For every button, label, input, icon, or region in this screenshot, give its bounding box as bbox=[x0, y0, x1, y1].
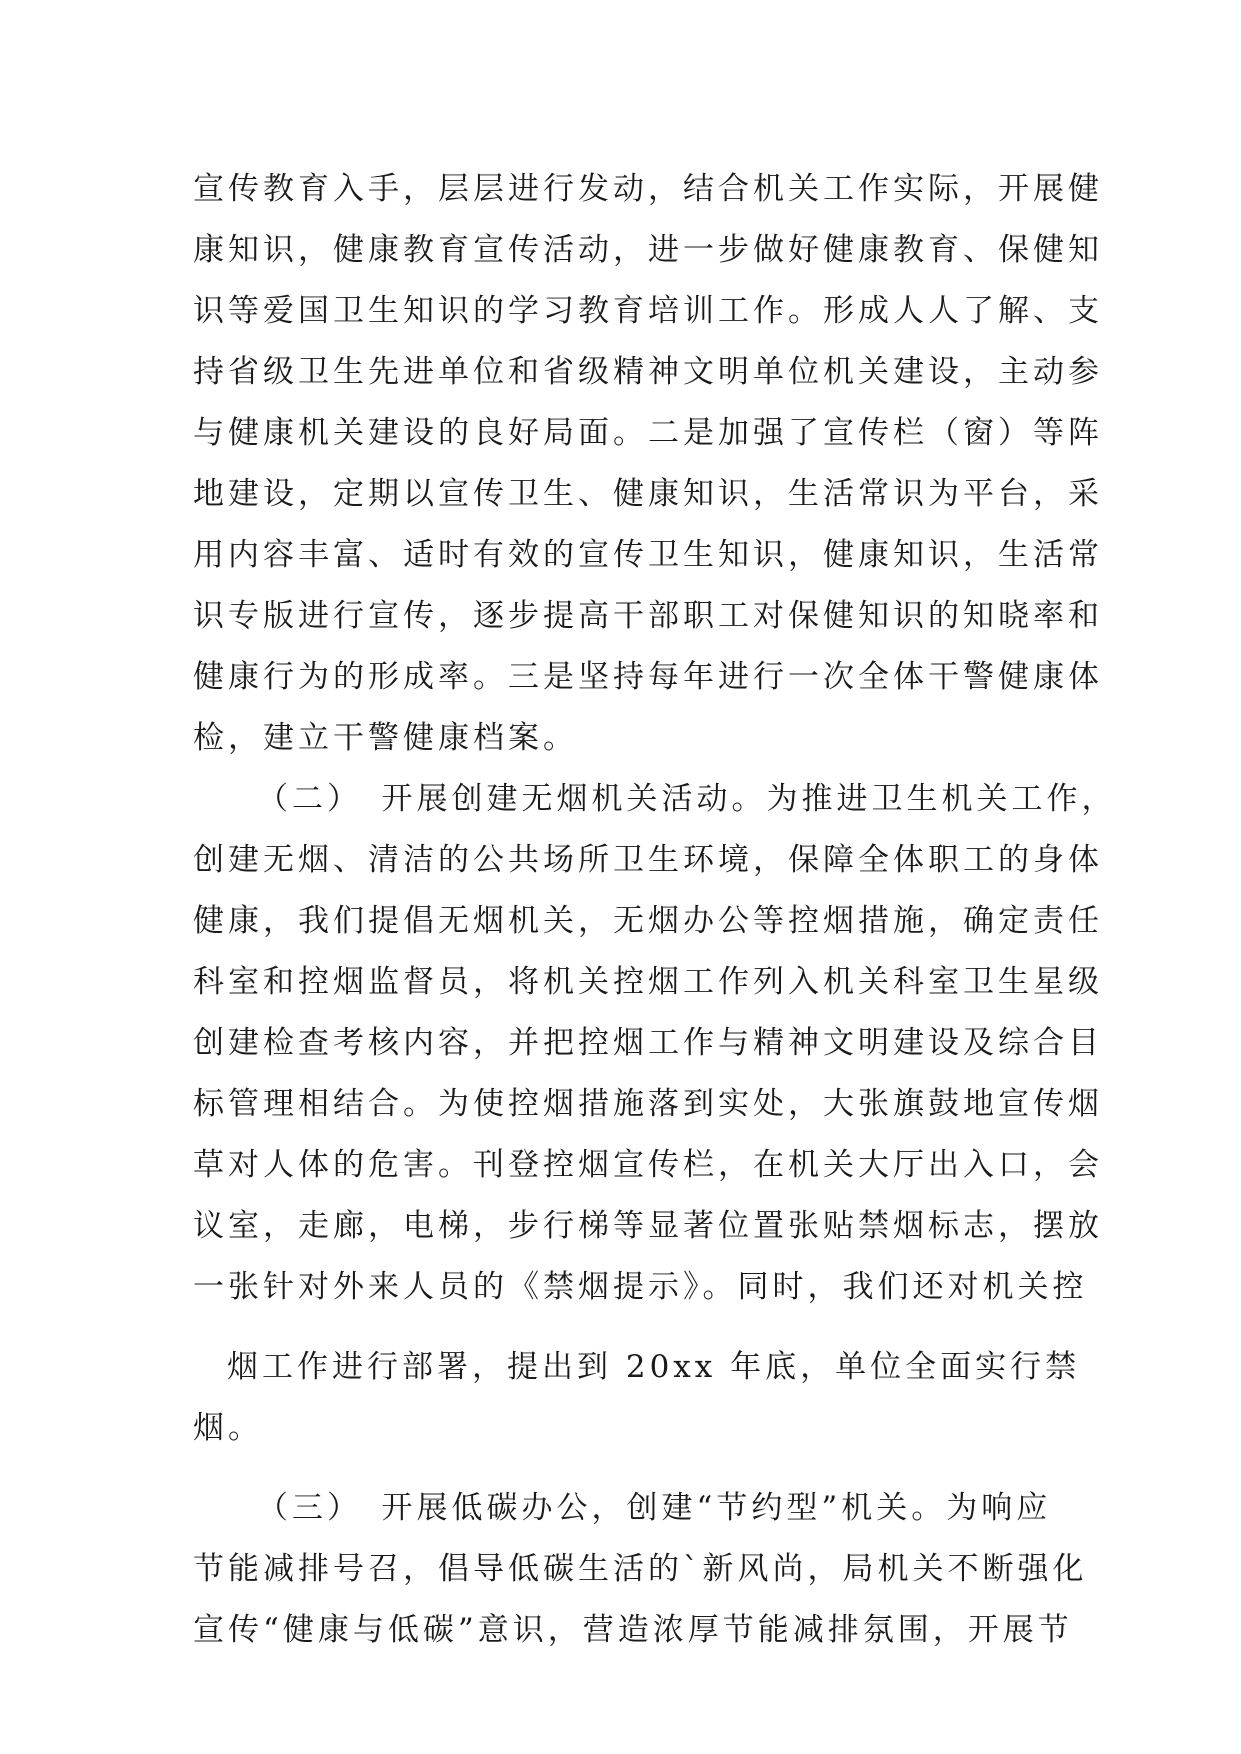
text-line: 议室，走廊，电梯，步行梯等显著位置张贴禁烟标志，摆放 bbox=[193, 1208, 1103, 1244]
text-line: 宣传教育入手，层层进行发动，结合机关工作实际，开展健 bbox=[193, 171, 1103, 207]
text-line: 健康，我们提倡无烟机关，无烟办公等控烟措施，确定责任 bbox=[193, 903, 1103, 939]
body-text bbox=[193, 159, 1117, 1661]
text-line: 持省级卫生先进单位和省级精神文明单位机关建设，主动参 bbox=[193, 354, 1103, 390]
text-line: 地建设，定期以宣传卫生、健康知识，生活常识为平台，采 bbox=[193, 476, 1103, 512]
text-line: 识专版进行宣传，逐步提高干部职工对保健知识的知晓率和 bbox=[193, 598, 1103, 634]
text-line: 宣传“健康与低碳”意识，营造浓厚节能减排氛围，开展节 bbox=[193, 1612, 1073, 1648]
section-heading-2: （二） 开展创建无烟机关活动。为推进卫生机关工作， bbox=[257, 781, 1117, 817]
text-line: 草对人体的危害。刊登控烟宣传栏，在机关大厅出入口，会 bbox=[193, 1147, 1103, 1183]
text-line: 与健康机关建设的良好局面。二是加强了宣传栏（窗）等阵 bbox=[193, 415, 1103, 451]
text-line: 健康行为的形成率。三是坚持每年进行一次全体干警健康体 bbox=[193, 659, 1103, 695]
text-line: 一张针对外来人员的《禁烟提示》。同时，我们还对机关控 bbox=[193, 1269, 1088, 1305]
text-line: 烟。 bbox=[193, 1410, 263, 1446]
text-line: 康知识，健康教育宣传活动，进一步做好健康教育、保健知 bbox=[193, 232, 1103, 268]
text-line: 标管理相结合。为使控烟措施落到实处，大张旗鼓地宣传烟 bbox=[193, 1086, 1103, 1122]
text-line: 检，建立干警健康档案。 bbox=[193, 720, 578, 756]
section-heading-3: （三） 开展低碳办公，创建“节约型”机关。为响应 bbox=[257, 1490, 1052, 1526]
text-line: 用内容丰富、适时有效的宣传卫生知识，健康知识，生活常 bbox=[193, 537, 1103, 573]
text-line: 节能减排号召，倡导低碳生活的`新风尚，局机关不断强化 bbox=[193, 1551, 1088, 1587]
text-line: 识等爱国卫生知识的学习教育培训工作。形成人人了解、支 bbox=[193, 293, 1103, 329]
text-line: 创建检查考核内容，并把控烟工作与精神文明建设及综合目 bbox=[193, 1025, 1103, 1061]
text-line: 烟工作进行部署，提出到 20xx 年底，单位全面实行禁 bbox=[227, 1349, 1081, 1385]
text-line: 创建无烟、清洁的公共场所卫生环境，保障全体职工的身体 bbox=[193, 842, 1103, 878]
text-line: 科室和控烟监督员，将机关控烟工作列入机关科室卫生星级 bbox=[193, 964, 1103, 1000]
